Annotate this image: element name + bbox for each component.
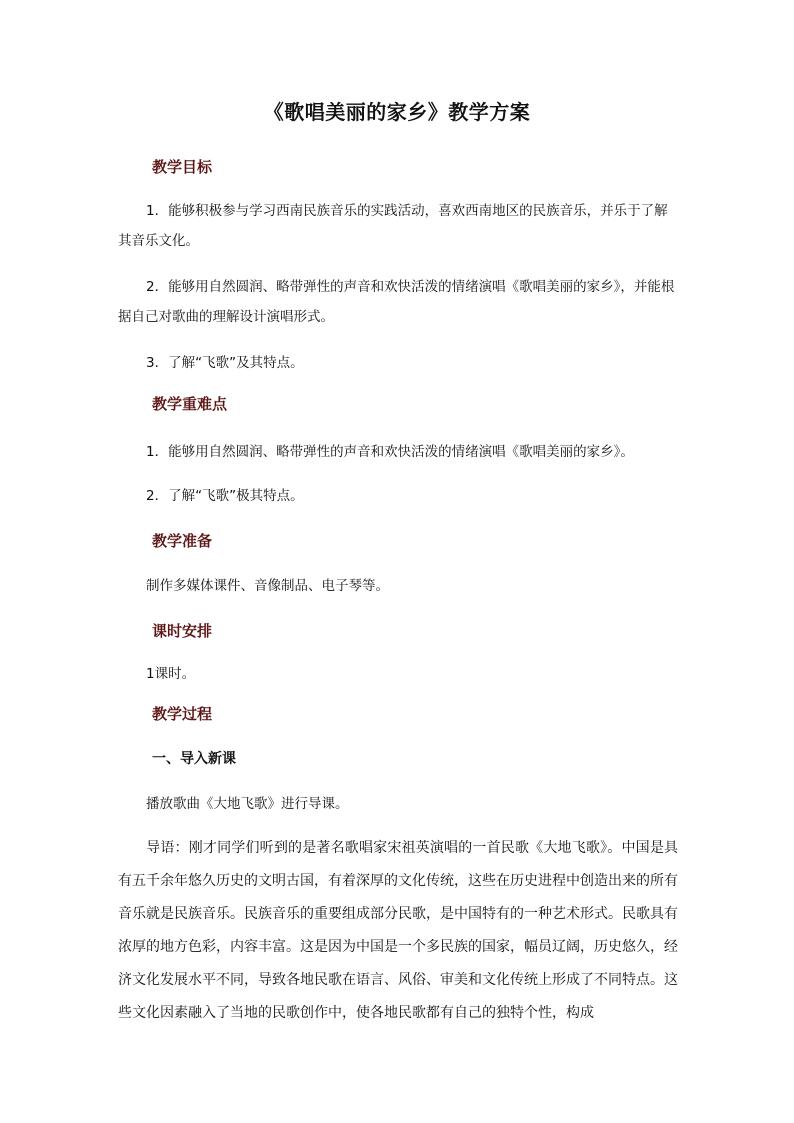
schedule-text: 1课时。 — [146, 666, 196, 682]
process-intro-text: 播放歌曲《大地飞歌》进行导课。 — [146, 796, 349, 812]
keypoint-item-2: 2．了解“飞歌”极其特点。 — [146, 488, 304, 504]
document-title: 《歌唱美丽的家乡》教学方案 — [263, 100, 531, 124]
goal-item-3: 3．了解“飞歌”及其特点。 — [146, 355, 304, 371]
subheading-intro: 一、导入新课 — [152, 751, 236, 767]
goal-item-2: 2．能够用自然圆润、略带弹性的声音和欢快活泼的情绪演唱《歌唱美丽的家乡》，并能根据自己对歌曲的理解设计演唱形式。 — [118, 279, 675, 325]
goal-item-1: 1．能够积极参与学习西南民族音乐的实践活动，喜欢西南地区的民族音乐，并乐于了解其音乐文化。 — [118, 203, 668, 249]
process-guide-paragraph: 导语：刚才同学们听到的是著名歌唱家宋祖英演唱的一首民歌《大地飞歌》。中国是具有五千余年悠久历史的文明古国，有着深厚的文化传统，这些在历史进程中创造出来的所有音乐就是民族音乐。民族音乐的重要组成部分民歌，是中国特有的一种艺术形式。民歌具有浓厚的地方色彩，内容丰富。这是因为中国是一个多民族的国家，幅员辽阔，历史悠久，经济文化发展水平不同，导致各地民歌在语言、风俗、审美和文化传统上形成了不同特点。这些文化因素融入了当地的民歌创作中，使各地民歌都有自己的独特个性，构成 — [118, 840, 678, 1021]
keypoint-item-1: 1．能够用自然圆润、略带弹性的声音和欢快活泼的情绪演唱《歌唱美丽的家乡》。 — [146, 444, 634, 460]
heading-keypoints: 教学重难点 — [152, 395, 228, 413]
heading-goals: 教学目标 — [152, 158, 213, 176]
heading-schedule: 课时安排 — [152, 622, 213, 640]
heading-preparation: 教学准备 — [152, 532, 213, 550]
heading-process: 教学过程 — [152, 705, 213, 723]
preparation-text: 制作多媒体课件、音像制品、电子琴等。 — [146, 578, 389, 594]
